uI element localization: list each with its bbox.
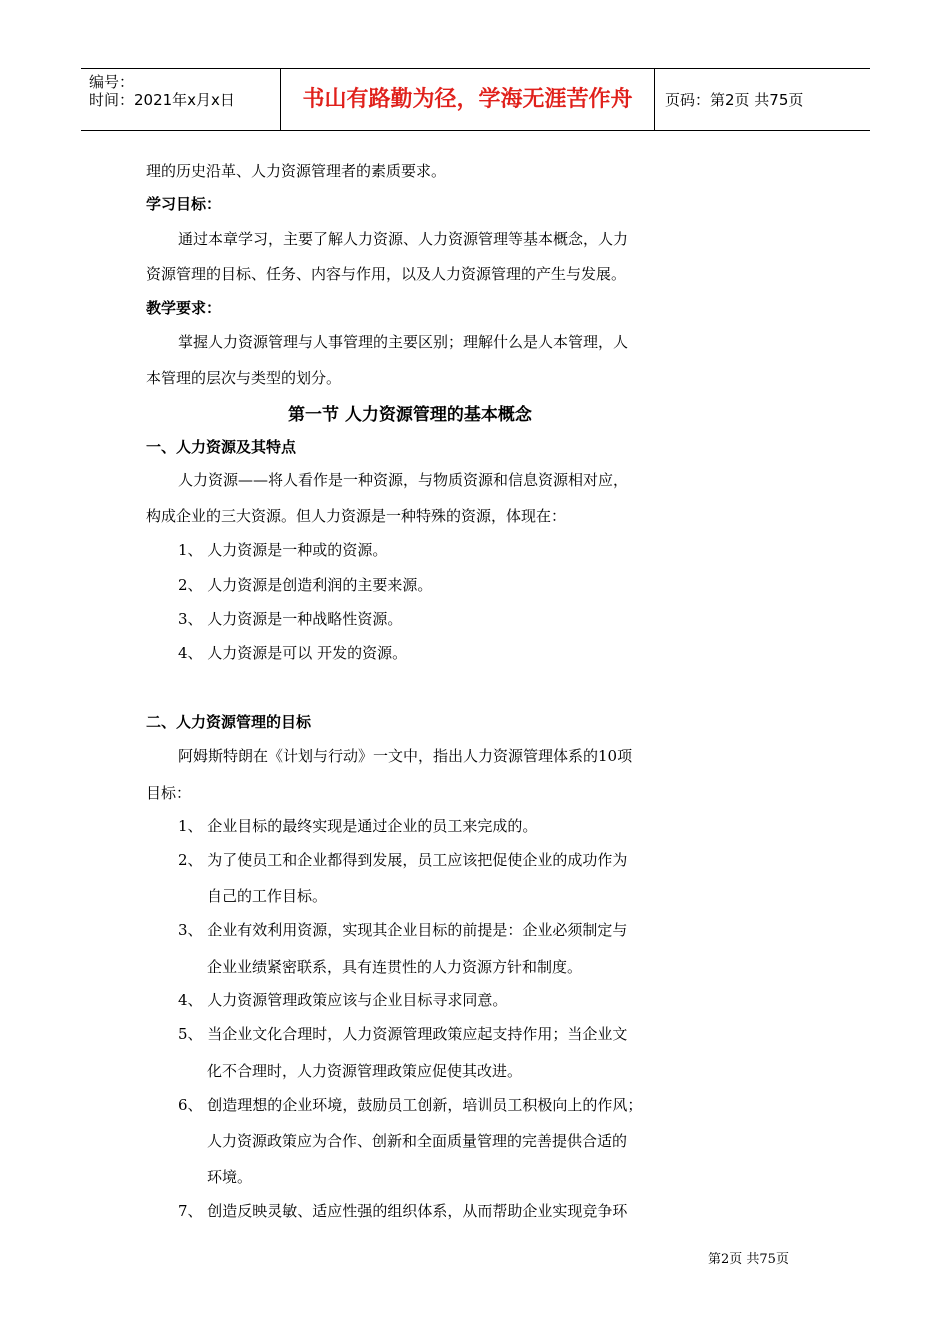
paragraph-line: 目标： [146,784,192,802]
header-meta-cell [81,69,281,130]
paragraph-line: 阿姆斯特朗在《计划与行动》一文中，指出人力资源管理体系的10项 [178,747,633,765]
page-header [81,68,870,131]
goals-heading: 学习目标： [146,195,222,213]
requirements-paragraph-line: 本管理的层次与类型的划分。 [146,369,342,387]
header-page-code: 页码：第2页 共75页 [665,91,804,109]
requirements-heading: 教学要求： [146,299,222,317]
subsection-heading: 二、人力资源管理的目标 [146,713,312,731]
list-item-continuation: 化不合理时，人力资源管理政策应促使其改进。 [207,1062,523,1080]
list-item-continuation: 自己的工作目标。 [207,887,328,905]
goals-paragraph-line: 通过本章学习，主要了解人力资源、人力资源管理等基本概念，人力 [178,230,629,248]
goals-paragraph-line: 资源管理的目标、任务、内容与作用，以及人力资源管理的产生与发展。 [146,265,627,283]
list-item: 4、 人力资源是可以 开发的资源。 [178,644,408,662]
list-item: 2、 人力资源是创造利润的主要来源。 [178,576,433,594]
paragraph-line: 人力资源——将人看作是一种资源，与物质资源和信息资源相对应， [178,471,629,489]
intro-tail: 理的历史沿革、人力资源管理者的素质要求。 [146,162,447,180]
subsection-heading: 一、人力资源及其特点 [146,438,297,456]
number-label: 编号： [89,73,135,91]
list-item: 3、 企业有效利用资源，实现其企业目标的前提是：企业必须制定与 [178,921,628,939]
list-item: 3、 人力资源是一种战略性资源。 [178,610,403,628]
header-page-cell [655,69,870,130]
list-item: 1、 企业目标的最终实现是通过企业的员工来完成的。 [178,817,538,835]
list-item: 2、 为了使员工和企业都得到发展，员工应该把促使企业的成功作为 [178,851,628,869]
list-item: 4、 人力资源管理政策应该与企业目标寻求同意。 [178,991,508,1009]
header-motto-cell [281,69,655,130]
requirements-paragraph-line: 掌握人力资源管理与人事管理的主要区别；理解什么是人本管理，人 [178,333,629,351]
header-motto: 书山有路勤为径，学海无涯苦作舟 [302,87,633,112]
list-item: 6、 创造理想的企业环境，鼓励员工创新，培训员工积极向上的作风； [178,1096,643,1114]
list-item: 1、 人力资源是一种或的资源。 [178,541,388,559]
list-item: 5、 当企业文化合理时，人力资源管理政策应起支持作用；当企业文 [178,1025,628,1043]
list-item-continuation: 企业业绩紧密联系，具有连贯性的人力资源方针和制度。 [207,958,583,976]
paragraph-line: 构成企业的三大资源。但人力资源是一种特殊的资源，体现在： [146,507,567,525]
section-title: 第一节 人力资源管理的基本概念 [288,405,532,425]
time-label: 时间：2021年x月x日 [89,91,235,109]
page-footer: 第2页 共75页 [708,1252,789,1267]
list-item-continuation: 人力资源政策应为合作、创新和全面质量管理的完善提供合适的 [207,1132,628,1150]
list-item-continuation: 环境。 [207,1168,253,1186]
list-item: 7、 创造反映灵敏、适应性强的组织体系，从而帮助企业实现竞争环 [178,1202,628,1220]
